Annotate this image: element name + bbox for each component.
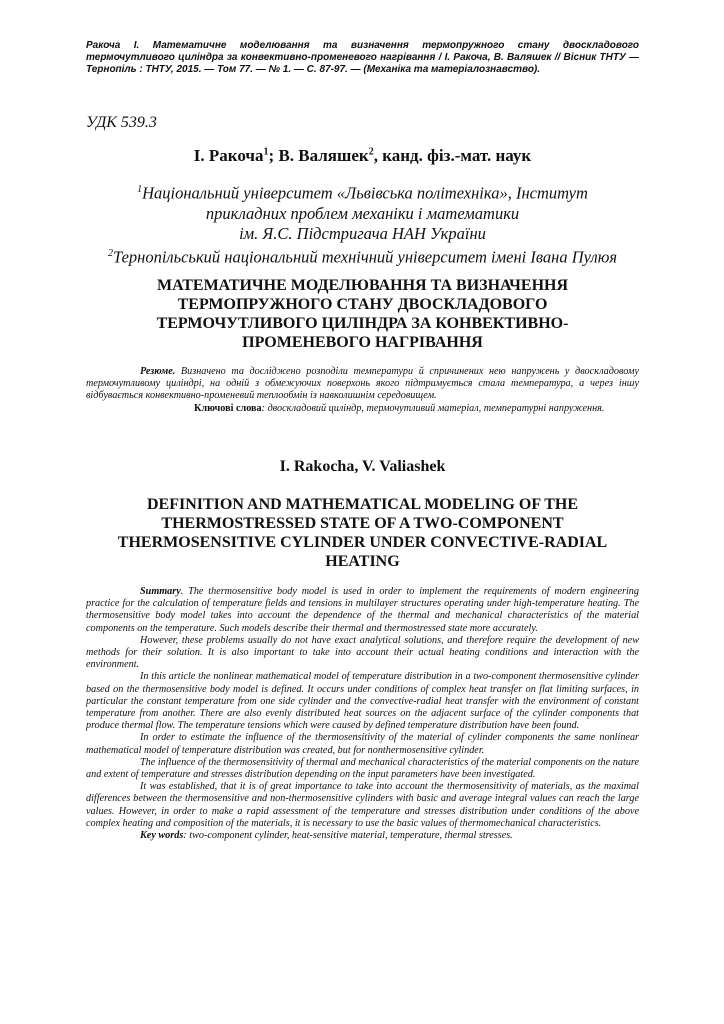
author-degree: , канд. фіз.-мат. наук <box>373 146 532 165</box>
keywords-text: : двоскладовий циліндр, термочутливий матеріал, температурні напруження. <box>261 402 605 414</box>
affiliation-line: ім. Я.С. Підстригача НАН України <box>239 223 486 243</box>
article-title-english <box>86 495 639 571</box>
keywords-line <box>86 403 639 415</box>
abstract-paragraph: However, these problems usually do not have exact analytical solutions, and therefore require the development of new methods for their solution. It is also important to take into account their actual heating conditions and interaction with the environment. <box>86 634 639 671</box>
title-line: HEATING <box>325 553 400 570</box>
affiliation-mark: 2 <box>368 146 374 158</box>
summary-label: Summary <box>140 586 181 597</box>
authors-ukrainian <box>86 146 639 166</box>
title-line: ТЕРМОПРУЖНОГО СТАНУ ДВОСКЛАДОВОГО <box>177 296 548 313</box>
title-line: DEFINITION AND MATHEMATICAL MODELING OF THE <box>146 496 578 513</box>
affiliation-text: Національний університет «Львівська політехніка», Інститут <box>142 183 588 203</box>
keywords-label: Key words <box>140 830 184 842</box>
abstract-paragraph: In order to estimate the influence of the thermosensitivity of the material of cylinder components the same nonlinear mathematical model of temperature distribution was created, but for nonthermosensitive cylinder. <box>86 732 639 756</box>
abstract-english <box>86 586 639 842</box>
authors-english: I. Rakocha, V. Valiashek <box>279 458 446 475</box>
citation-reference: Ракоча І. Математичне моделювання та визначення термопружного стану двоскладового термочутливого циліндра за конвективно-променевого нагрівання / І. Ракоча, В. Валяшек // Вісник ТНТУ — Тернопіль : ТНТУ, 2015. — Том 77. — № 1. — С. 87-97. — (Механіка та матеріалознавство). <box>86 40 639 75</box>
author-name: І. Ракоча <box>193 146 264 165</box>
affiliation-mark: 1 <box>137 184 143 195</box>
abstract-text: Визначено та досліджено розподіли температури й спричинених нею напружень у двоскладовому термочутливому циліндрі, на одній з обмежуючих поверхонь якого підтримується стала температура, а через іншу відбувається конвективно-променевий теплообмін із навколишнім середовищем. <box>86 366 639 402</box>
affiliation-mark: 1 <box>263 146 269 158</box>
abstract-paragraph: In this article the nonlinear mathematical model of temperature distribution in a two-component thermosensitive cylinder based on the thermosensitive body model is defined. It occurs under conditions of complex heat transfer on flat limiting surfaces, in particular the constant temperature from one side cylinder and the convective-radial heat transfer with the environment of constant temperature from another. There are also evenly distributed heat sources on the adjacent surface of the cylinder components that produce thermal flow. The temperature tensions which were caused by defined temperature distribution have been found. <box>86 671 639 732</box>
abstract-paragraph <box>86 366 639 403</box>
abstract-text: . The thermosensitive body model is used in order to implement the requirements of modern engineering practice for the calculation of temperature fields and tensions in multilayer structures operating under high-temperature heating. The thermosensitive body model takes into account the dependence of the thermal and mechanical characteristics of the material components on the temperature. Such models describe their thermal and thermostressed state more accurately. <box>86 586 639 634</box>
author-name: В. Валяшек <box>278 146 369 165</box>
title-line: THERMOSENSITIVE CYLINDER UNDER CONVECTIVE-RADIAL <box>117 534 608 551</box>
udk-code: УДК 539.3 <box>86 114 157 131</box>
abstract-paragraph: It was established, that it is of great importance to take into account the thermosensitivity of materials, as the maximal differences between the thermosensitive and non-thermosensitive cylinders with basic and average integral values can reach the large values. However, in order to make a rapid assessment of the temperature and stresses distribution under conditions of the above complex heating and composition of the materials, it is necessary to use the basic values of thermomechanical characteristics. <box>86 781 639 829</box>
affiliations <box>86 180 639 267</box>
author-separator: ; <box>268 146 279 165</box>
article-title-ukrainian <box>86 276 639 352</box>
abstract-paragraph: The influence of the thermosensitivity of thermal and mechanical characteristics of the material components on the nature and extent of temperature and stresses distribution depending on the input parameters have been investigated. <box>86 756 639 781</box>
abstract-paragraph <box>86 586 639 635</box>
title-line: ТЕРМОЧУТЛИВОГО ЦИЛІНДРА ЗА КОНВЕКТИВНО- <box>156 315 569 332</box>
abstract-label: Резюме. <box>140 366 176 377</box>
affiliation-line <box>86 244 639 268</box>
keywords-line <box>86 830 639 842</box>
title-line: ПРОМЕНЕВОГО НАГРІВАННЯ <box>242 334 483 351</box>
keywords-text: : two-component cylinder, heat-sensitive material, temperature, thermal stresses. <box>183 830 513 842</box>
affiliation-mark: 2 <box>107 247 113 259</box>
title-line: THERMOSTRESSED STATE OF A TWO-COMPONENT <box>161 515 564 532</box>
keywords-label: Ключові слова <box>194 402 262 414</box>
abstract-ukrainian <box>86 366 639 415</box>
affiliation-line <box>86 180 639 204</box>
title-line: МАТЕМАТИЧНЕ МОДЕЛЮВАННЯ ТА ВИЗНАЧЕННЯ <box>156 277 569 294</box>
affiliation-text: Тернопільський національний технічний університет імені Івана Пулюя <box>112 247 617 266</box>
affiliation-line: прикладних проблем механіки і математики <box>205 203 520 223</box>
